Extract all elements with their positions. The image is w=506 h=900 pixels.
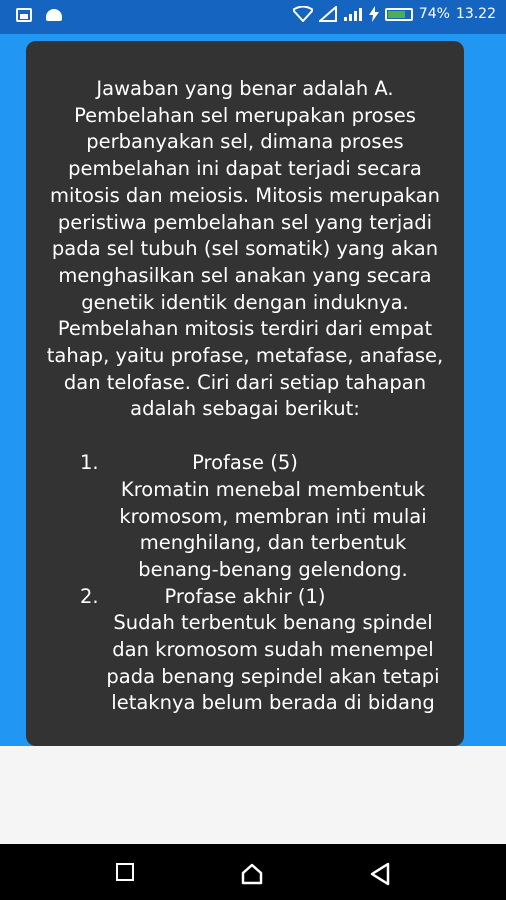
list-item	[26, 584, 464, 718]
navigation-bar	[0, 844, 506, 900]
status-bar	[0, 0, 506, 34]
charging-icon	[369, 6, 379, 22]
step-title: Profase akhir (1)	[164, 584, 326, 608]
recent-apps-icon[interactable]	[116, 863, 134, 881]
home-icon[interactable]	[240, 862, 264, 886]
step-number: 1.	[80, 451, 99, 475]
bottom-area	[0, 746, 506, 844]
clock: 13.22	[455, 6, 496, 22]
battery-icon	[385, 8, 413, 21]
signal-icon	[319, 6, 337, 22]
back-icon[interactable]	[368, 862, 392, 886]
status-left	[16, 8, 62, 22]
step-text: Sudah terbentuk benang spindel dan kromosom sudah menempel pada benang sepindel akan tetapi letaknya belum berada di bidang	[106, 611, 440, 715]
answer-card[interactable]	[26, 41, 464, 746]
answer-intro: Jawaban yang benar adalah A. Pembelahan sel merupakan proses perbanyakan sel, dimana proses pembelahan ini dapat terjadi secara mitosis dan meiosis. Mitosis merupakan peristiwa pembelahan sel yang terjadi pada sel tubuh (sel somatik) yang akan menghasilkan sel anakan yang secara genetik identik dengan induknya. Pembelahan mitosis terdiri dari empat tahap, yaitu profase, metafase, anafase, dan telofase. Ciri dari setiap tahapan adalah sebagai berikut:	[46, 77, 444, 421]
step-text: Kromatin menebal membentuk kromosom, membran inti mulai menghilang, dan terbentuk benang-benang gelendong.	[119, 477, 427, 581]
step-number: 2.	[80, 584, 99, 608]
step-title: Profase (5)	[192, 451, 298, 475]
image-icon	[16, 8, 32, 22]
signal-bars-icon	[343, 6, 363, 22]
steps-list	[26, 450, 464, 717]
battery-percent: 74%	[418, 6, 450, 22]
answer-content	[26, 76, 464, 717]
status-right	[293, 6, 496, 22]
list-item	[26, 450, 464, 584]
android-icon	[46, 9, 62, 21]
wifi-icon	[293, 6, 313, 22]
